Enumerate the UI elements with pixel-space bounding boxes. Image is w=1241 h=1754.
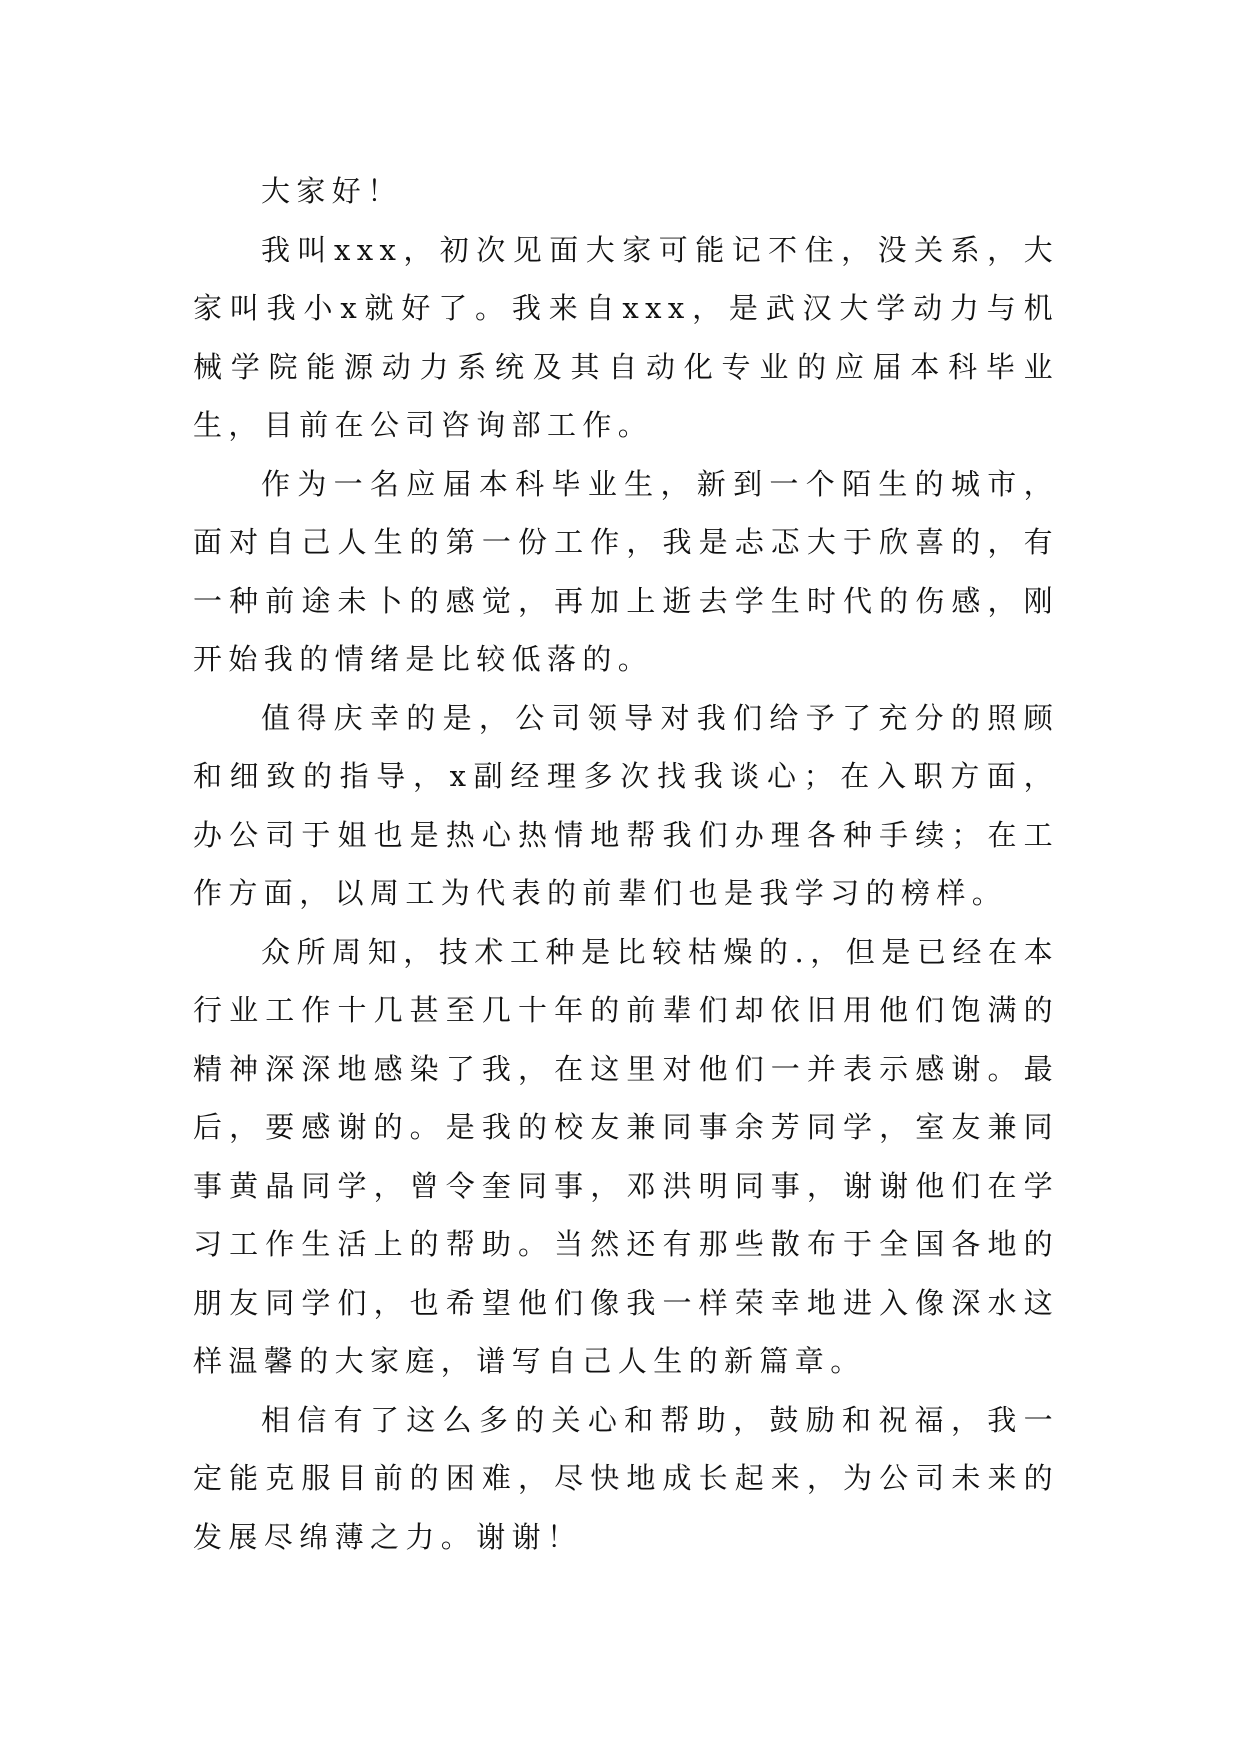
document-body xyxy=(193,162,1059,1566)
paragraph-self-introduction: 我叫xxx，初次见面大家可能记不住，没关系，大家叫我小x就好了。我来自xxx，是武汉大学动力与机械学院能源动力系统及其自动化专业的应届本科毕业生，目前在公司咨询部工作。 xyxy=(193,232,1059,442)
paragraph-greeting: 大家好！ xyxy=(261,174,403,208)
paragraph-closing: 相信有了这么多的关心和帮助，鼓励和祝福，我一定能克服目前的困难，尽快地成长起来，为公司未来的发展尽绵薄之力。谢谢！ xyxy=(193,1402,1059,1554)
paragraph-feelings: 作为一名应届本科毕业生，新到一个陌生的城市，面对自己人生的第一份工作，我是忐忑大于欣喜的，有一种前途未卜的感觉，再加上逝去学生时代的伤感，刚开始我的情绪是比较低落的。 xyxy=(193,466,1059,676)
paragraph-gratitude-leaders: 值得庆幸的是，公司领导对我们给予了充分的照顾和细致的指导，x副经理多次找我谈心；在入职方面，办公司于姐也是热心热情地帮我们办理各种手续；在工作方面，以周工为代表的前辈们也是我学习的榜样。 xyxy=(193,700,1059,910)
paragraph-gratitude-colleagues: 众所周知，技术工种是比较枯燥的.，但是已经在本行业工作十几甚至几十年的前辈们却依旧用他们饱满的精神深深地感染了我，在这里对他们一并表示感谢。最后，要感谢的。是我的校友兼同事余芳同学，室友兼同事黄晶同学，曾令奎同事，邓洪明同事，谢谢他们在学习工作生活上的帮助。当然还有那些散布于全国各地的朋友同学们，也希望他们像我一样荣幸地进入像深水这样温馨的大家庭，谱写自己人生的新篇章。 xyxy=(193,934,1059,1378)
